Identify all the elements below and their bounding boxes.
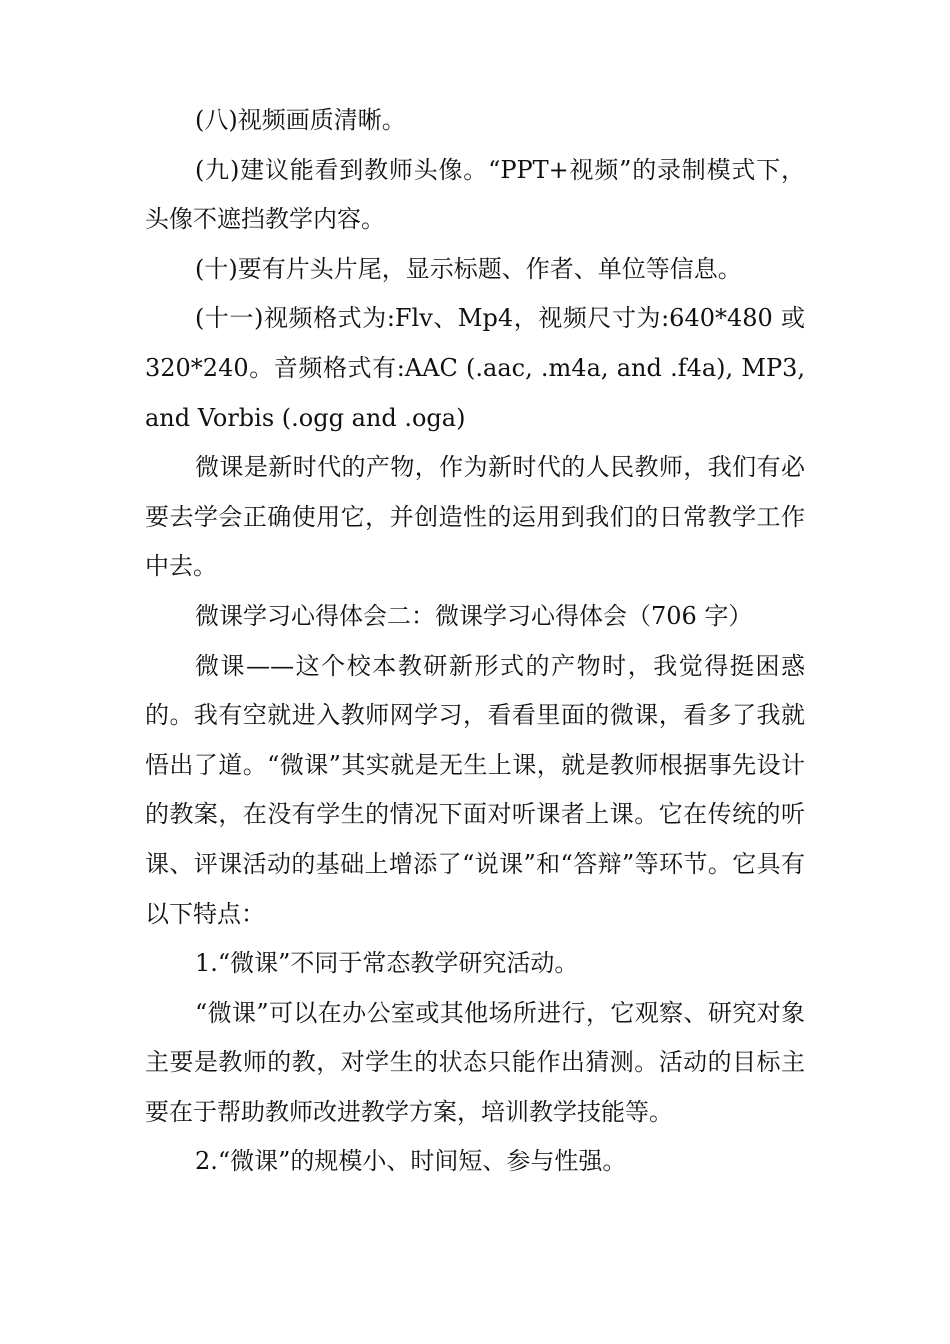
paragraph: “微课”可以在办公室或其他场所进行，它观察、研究对象主要是教师的教，对学生的状态只能作出猜测。活动的目标主要在于帮助教师改进教学方案，培训教学技能等。 — [145, 998, 805, 1126]
paragraph: 微课是新时代的产物，作为新时代的人民教师，我们有必要去学会正确使用它，并创造性的运用到我们的日常教学工作中去。 — [145, 453, 805, 581]
section-heading: 微课学习心得体会二：微课学习心得体会（706 字） — [195, 601, 753, 630]
paragraph: (十)要有片头片尾，显示标题、作者、单位等信息。 — [195, 254, 742, 283]
list-item: 2.“微课”的规模小、时间短、参与性强。 — [195, 1147, 627, 1176]
paragraph: (十一)视频格式为:Flv、Mp4，视频尺寸为:640*480 或 320*240。音频格式有:AAC (.aac, .m4a, and .f4a), MP3, and Vorbis (.ogg and .oga) — [145, 304, 805, 432]
paragraph: (九)建议能看到教师头像。“PPT+视频”的录制模式下，头像不遮挡教学内容。 — [145, 155, 805, 234]
paragraph: 微课——这个校本教研新形式的产物时，我觉得挺困惑的。我有空就进入教师网学习，看看里面的微课，看多了我就悟出了道。“微课”其实就是无生上课，就是教师根据事先设计的教案，在没有学生的情况下面对听课者上课。它在传统的听课、评课活动的基础上增添了“说课”和“答辩”等环节。它具有以下特点： — [145, 651, 805, 928]
list-item: 1.“微课”不同于常态教学研究活动。 — [195, 949, 579, 978]
paragraph: (八)视频画质清晰。 — [195, 106, 406, 134]
document-body — [145, 96, 805, 1187]
